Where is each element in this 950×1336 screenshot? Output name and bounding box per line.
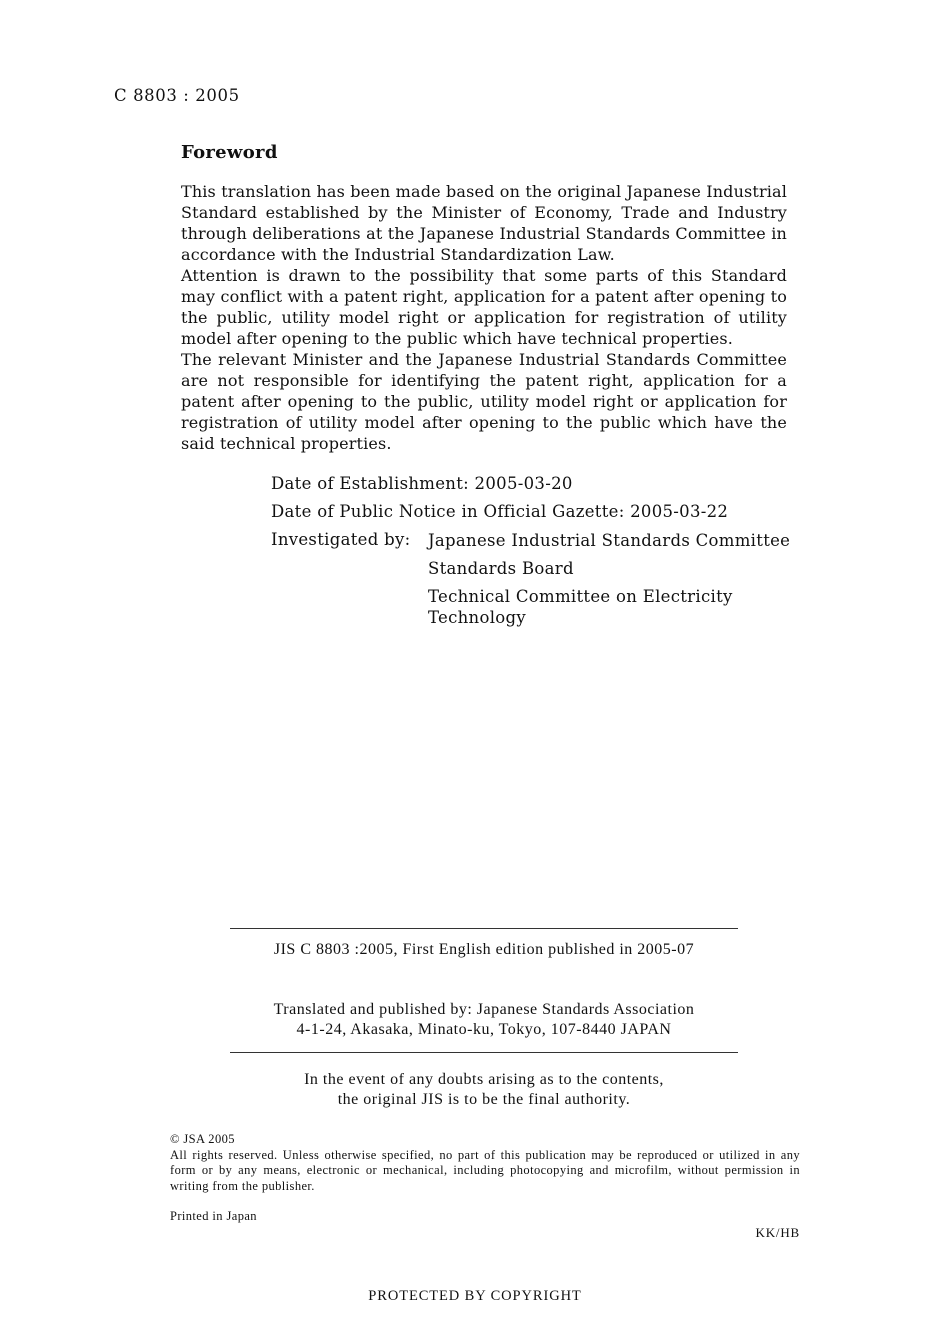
printed-in: Printed in Japan <box>170 1209 257 1223</box>
foreword-paragraph: This translation has been made based on the original Japanese Industrial Standard established by the Minister of Economy, Trade and Industry through deliberations at the Japanese Industrial Standards Committee in accordance with the Industrial Standardization Law. <box>181 182 787 264</box>
foreword-paragraph: The relevant Minister and the Japanese Industrial Standards Committee are not responsible for identifying the patent right, application for a patent after opening to the public, utility model right or application for registration of utility model after opening to the public which have the said technical properties. <box>181 350 787 453</box>
establishment-date: Date of Establishment: 2005-03-20 <box>271 474 573 493</box>
public-notice-date: Date of Public Notice in Official Gazette: 2005-03-22 <box>271 502 729 521</box>
investigated-by-label: Investigated by: <box>271 530 411 549</box>
foreword-body <box>181 181 787 454</box>
investigated-by-list <box>428 530 791 635</box>
copyright-notice: © JSA 2005 <box>170 1132 235 1146</box>
standard-metadata <box>271 474 791 635</box>
edition-line: JIS C 8803 :2005, First English edition published in 2005-07 <box>273 941 695 958</box>
publisher-line: Translated and published by: Japanese Standards Association <box>273 1001 695 1018</box>
investigating-body: Standards Board <box>428 559 574 578</box>
publisher-address: 4-1-24, Akasaka, Minato-ku, Tokyo, 107-8440 JAPAN <box>296 1021 672 1038</box>
colophon-bottom-divider <box>230 1052 738 1053</box>
foreword-heading: Foreword <box>181 142 278 163</box>
copyright-block <box>170 1132 800 1194</box>
print-code: KK/HB <box>755 1225 800 1240</box>
foreword-paragraph: Attention is drawn to the possibility that some parts of this Standard may conflict with a patent right, application for a patent after opening to the public, utility model right or application for registration of utility model after opening to the public which have technical properties. <box>181 266 787 348</box>
authority-notice-line: In the event of any doubts arising as to the contents, <box>304 1071 664 1088</box>
investigated-by <box>271 530 791 635</box>
document-code: C 8803 : 2005 <box>114 86 240 105</box>
investigating-body: Technical Committee on Electricity Technology <box>428 587 733 627</box>
authority-notice-line: the original JIS is to be the final authority. <box>337 1091 631 1108</box>
investigating-body: Japanese Industrial Standards Committee <box>428 531 791 550</box>
colophon-top-divider <box>230 928 738 929</box>
authority-notice <box>230 1070 738 1110</box>
rights-statement: All rights reserved. Unless otherwise specified, no part of this publication may be reproduced or utilized in any form or by any means, electronic or mechanical, including photocopying and microfilm, without permission in writing from the publisher. <box>170 1147 800 1193</box>
publisher-block <box>230 1000 738 1040</box>
protected-watermark: PROTECTED BY COPYRIGHT <box>368 1288 582 1304</box>
